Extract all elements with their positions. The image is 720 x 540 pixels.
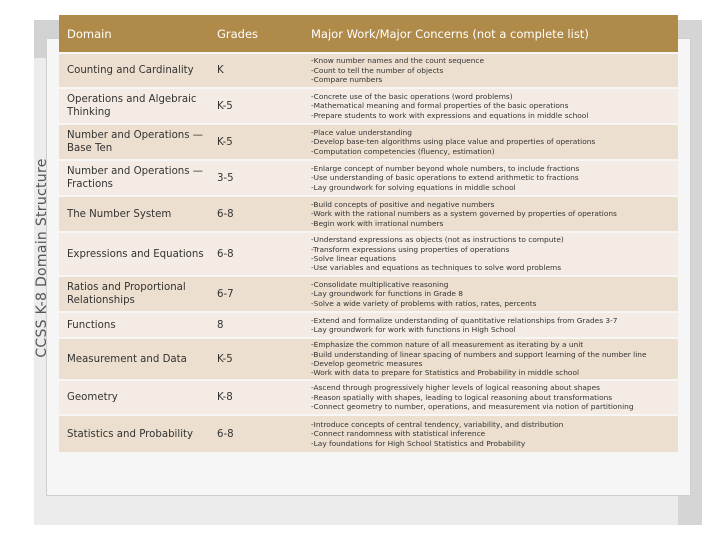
work-item: -Consolidate multiplicative reasoning (311, 279, 449, 289)
work-item: -Solve a wide variety of problems with ratios, rates, percents (311, 298, 537, 308)
work-item: -Transform expressions using properties of operations (311, 244, 510, 254)
work-cell (303, 277, 678, 311)
table-row (59, 161, 678, 195)
table-row (59, 233, 678, 275)
grades-cell: 6-7 (209, 277, 303, 311)
grades-cell: K-5 (209, 125, 303, 159)
work-item: -Work with the rational numbers as a system governed by properties of operations (311, 209, 617, 219)
work-item: -Understand expressions as objects (not as instructions to compute) (311, 235, 564, 245)
work-item: -Enlarge concept of number beyond whole numbers, to include fractions (311, 163, 580, 173)
grades-cell: K-5 (209, 89, 303, 123)
work-item: -Begin work with irrational numbers (311, 218, 444, 228)
grades-cell: 6-8 (209, 416, 303, 452)
work-cell (303, 339, 678, 379)
work-item: -Extend and formalize understanding of quantitative relationships from Grades 3-7 (311, 315, 618, 325)
domain-cell: Statistics and Probability (59, 416, 209, 452)
domain-cell: Expressions and Equations (59, 233, 209, 275)
work-cell (303, 313, 678, 337)
work-item: -Build concepts of positive and negative numbers (311, 199, 495, 209)
domain-cell: Counting and Cardinality (59, 54, 209, 87)
domain-cell: Number and Operations —Base Ten (59, 125, 209, 159)
table-row (59, 416, 678, 452)
grades-cell: K-8 (209, 381, 303, 414)
work-item: -Work with data to prepare for Statistics and Probability in middle school (311, 368, 580, 378)
work-cell (303, 89, 678, 123)
work-cell (303, 416, 678, 452)
work-item: -Mathematical meaning and formal properties of the basic operations (311, 101, 569, 111)
work-cell (303, 161, 678, 195)
work-cell (303, 197, 678, 231)
work-item: -Know number names and the count sequence (311, 56, 485, 66)
grades-cell: 6-8 (209, 233, 303, 275)
work-item: -Develop base-ten algorithms using place value and properties of operations (311, 137, 596, 147)
table-row (59, 381, 678, 414)
work-item: -Build understanding of linear spacing of numbers and support learning of the number line (311, 349, 647, 359)
grades-cell: 8 (209, 313, 303, 337)
work-item: -Computation competencies (fluency, estimation) (311, 146, 495, 156)
work-item: -Lay groundwork for solving equations in middle school (311, 182, 516, 192)
work-cell (303, 54, 678, 87)
work-item: -Connect geometry to number, operations, and measurement via notion of partitioning (311, 402, 634, 412)
work-item: -Lay groundwork for work with functions in High School (311, 325, 516, 334)
grades-cell: K (209, 54, 303, 87)
work-cell (303, 381, 678, 414)
work-item: -Lay foundations for High School Statistics and Probability (311, 438, 526, 448)
work-item: -Emphasize the common nature of all measurement as iterating by a unit (311, 340, 584, 350)
work-item: -Connect randomness with statistical inference (311, 429, 486, 439)
header-work: Major Work/Major Concerns (not a complete list) (303, 15, 678, 52)
work-item: -Use variables and equations as techniques to solve word problems (311, 263, 562, 273)
grades-cell: 3-5 (209, 161, 303, 195)
header-grades: Grades (209, 15, 303, 52)
table-row (59, 54, 678, 87)
header-row (59, 15, 678, 52)
table-row (59, 277, 678, 311)
table-row (59, 313, 678, 337)
table-body (59, 54, 678, 452)
domain-table (59, 13, 678, 454)
work-item: -Develop geometric measures (311, 359, 423, 368)
work-item: -Use understanding of basic operations to extend arithmetic to fractions (311, 173, 579, 183)
work-item: -Place value understanding (311, 127, 412, 137)
work-item: -Count to tell the number of objects (311, 65, 444, 75)
domain-cell: Ratios and Proportional Relationships (59, 277, 209, 311)
work-item: -Solve linear equations (311, 254, 396, 263)
work-item: -Introduce concepts of central tendency, variability, and distribution (311, 419, 564, 429)
work-cell (303, 125, 678, 159)
domain-cell: Operations and Algebraic Thinking (59, 89, 209, 123)
table-row (59, 197, 678, 231)
work-item: -Concrete use of the basic operations (word problems) (311, 91, 513, 101)
grades-cell: 6-8 (209, 197, 303, 231)
domain-cell: Functions (59, 313, 209, 337)
domain-cell: Measurement and Data (59, 339, 209, 379)
work-item: -Ascend through progressively higher levels of logical reasoning about shapes (311, 383, 601, 393)
domain-cell: Geometry (59, 381, 209, 414)
table-row (59, 89, 678, 123)
table-row (59, 125, 678, 159)
work-item: -Lay groundwork for functions in Grade 8 (311, 289, 463, 299)
work-item: -Prepare students to work with expressions and equations in middle school (311, 110, 589, 120)
header-domain: Domain (59, 15, 209, 52)
work-cell (303, 233, 678, 275)
domain-cell: Number and Operations —Fractions (59, 161, 209, 195)
grades-cell: K-5 (209, 339, 303, 379)
work-item: -Compare numbers (311, 75, 383, 85)
domain-cell: The Number System (59, 197, 209, 231)
work-item: -Reason spatially with shapes, leading to logical reasoning about transformations (311, 392, 613, 402)
side-title: CCSS K-8 Domain Structure (34, 158, 50, 358)
table-row (59, 339, 678, 379)
